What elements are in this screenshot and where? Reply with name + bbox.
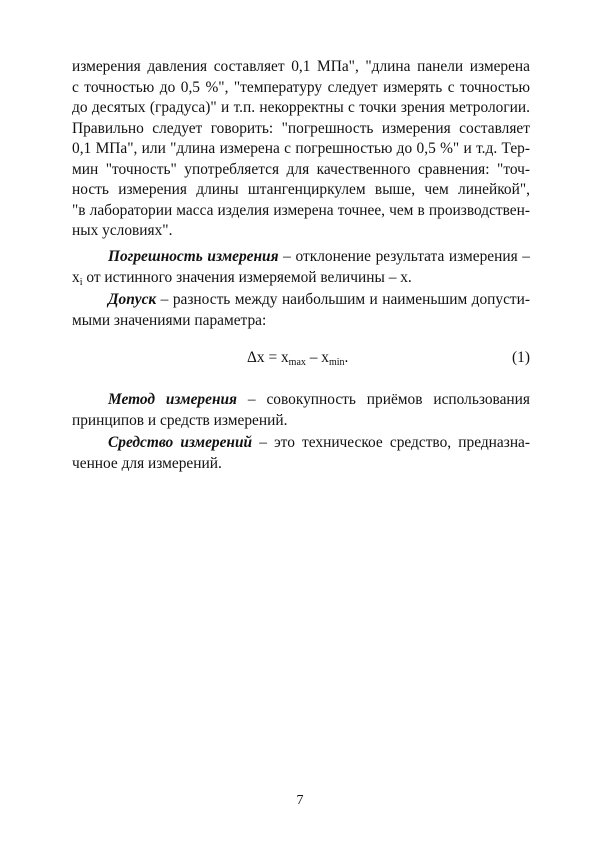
definition-line: принципов и средств измерений. bbox=[72, 411, 288, 429]
definition-instrument bbox=[72, 433, 530, 474]
formula-subscript-min: min bbox=[328, 357, 345, 368]
definition-tolerance bbox=[72, 290, 530, 331]
text-line: ных условиях". bbox=[72, 222, 173, 239]
formula-end: . bbox=[344, 349, 349, 366]
formula-lhs: Δx = x bbox=[247, 349, 289, 366]
text-line: ность измерения длины штангенциркулем выше, чем линейкой", bbox=[72, 181, 530, 198]
term-error: Погрешность измерения bbox=[108, 248, 279, 265]
definition-method bbox=[72, 390, 530, 431]
paragraph-metrology-note bbox=[72, 57, 530, 242]
text-line: до десятых (градуса)" и т.п. некорректны с точки зрения метрологии. bbox=[72, 99, 530, 116]
definition-line bbox=[72, 290, 530, 311]
term-tolerance: Допуск bbox=[108, 291, 157, 308]
definition-line bbox=[72, 268, 530, 289]
definition-error bbox=[72, 247, 530, 288]
formula-subscript-max: max bbox=[288, 357, 306, 368]
definition-text: от истинного значения измеряемой величины – x. bbox=[82, 268, 412, 286]
term-instrument: Средство измерений bbox=[108, 434, 253, 451]
definition-line bbox=[72, 247, 530, 268]
definition-text: – разность между наибольшим и наименьшим допусти- bbox=[156, 291, 530, 308]
symbol-x: x bbox=[72, 268, 80, 286]
definition-text: – это техническое средство, предназна- bbox=[252, 434, 531, 451]
formula-expression bbox=[247, 347, 348, 369]
text-line: с точностью до 0,5 %", "температуру следует измерять с точностью bbox=[72, 78, 530, 96]
text-line: "в лаборатории масса изделия измерена точнее, чем в производствен- bbox=[72, 201, 530, 219]
definition-text: – совокупность приёмов использования bbox=[236, 391, 530, 408]
definition-line: мыми значениями параметра: bbox=[72, 311, 267, 329]
formula-tolerance bbox=[0, 347, 600, 369]
text-line: мин "точность" употребляется для качественного сравнения: "точ- bbox=[72, 160, 530, 178]
symbol-subscript-i: i bbox=[79, 276, 83, 288]
definition-line: ченное для измерений. bbox=[72, 454, 222, 472]
definition-line bbox=[72, 433, 530, 454]
formula-minus: – x bbox=[305, 349, 329, 366]
definition-text: – отклонение результата измерения – bbox=[278, 248, 531, 265]
term-method: Метод измерения bbox=[108, 391, 237, 408]
text-line: 0,1 МПа", или "длина измерена с погрешностью до 0,5 %" и т.д. Тер- bbox=[72, 140, 530, 157]
page-number: 7 bbox=[296, 793, 304, 808]
formula-number: (1) bbox=[512, 349, 530, 366]
text-line: Правильно следует говорить: "погрешность измерения составляет bbox=[72, 119, 530, 137]
text-line: измерения давления составляет 0,1 МПа", "длина панели измерена bbox=[72, 58, 530, 75]
definition-line bbox=[72, 390, 530, 411]
